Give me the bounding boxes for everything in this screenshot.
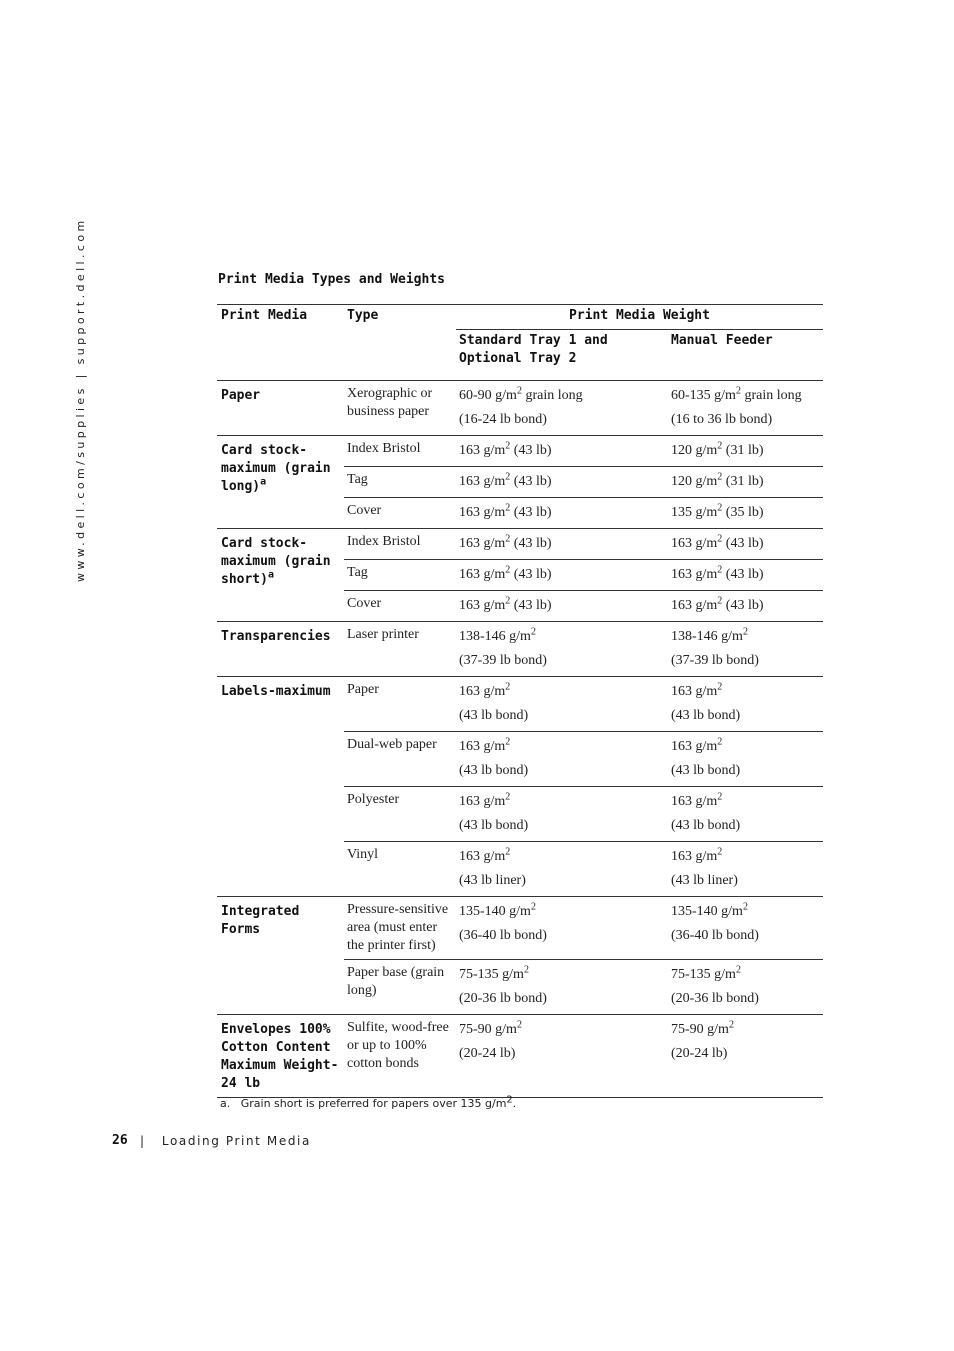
footer-separator: | xyxy=(140,1134,146,1148)
weight-metric xyxy=(671,845,820,869)
weight-value: 138-146 g/m xyxy=(671,629,743,644)
weight-exponent: 2 xyxy=(717,471,723,483)
weight-imperial: (43 lb bond) xyxy=(459,818,529,833)
media-label xyxy=(217,622,344,677)
media-label xyxy=(217,897,344,1015)
footnote-ref: a xyxy=(260,476,267,488)
weight-imperial: (16-24 lb bond) xyxy=(459,412,547,427)
table-row xyxy=(217,677,823,732)
media-type: Xerographic or business paper xyxy=(344,381,456,436)
manual-weight xyxy=(668,960,823,1015)
weight-metric xyxy=(671,501,820,525)
weight-imperial: (36-40 lb bond) xyxy=(671,928,759,943)
media-label-text: Envelopes 100% Cotton Content Maximum Weight- 24 lb xyxy=(221,1022,339,1091)
weight-metric xyxy=(671,1018,820,1042)
footnote xyxy=(220,1094,517,1110)
weight-suffix: (43 lb) xyxy=(510,474,552,489)
weight-exponent: 2 xyxy=(530,901,536,913)
weight-metric xyxy=(459,680,665,704)
weight-value: 163 g/m xyxy=(459,474,506,489)
weight-exponent: 2 xyxy=(735,385,741,397)
weight-exponent: 2 xyxy=(530,626,536,638)
weight-value: 163 g/m xyxy=(459,684,506,699)
weight-imperial: (43 lb bond) xyxy=(459,763,529,778)
weight-value: 163 g/m xyxy=(459,794,506,809)
weight-exponent: 2 xyxy=(742,626,748,638)
weight-metric xyxy=(459,735,665,759)
weight-exponent: 2 xyxy=(505,681,511,693)
weight-metric xyxy=(459,594,665,618)
manual-weight xyxy=(668,1015,823,1098)
weight-value: 163 g/m xyxy=(671,794,718,809)
weight-imperial: (43 lb bond) xyxy=(459,708,529,723)
media-label-text: Card stock-maximum (grain long) xyxy=(221,443,331,494)
weight-exponent: 2 xyxy=(717,736,723,748)
footnote-marker: a. xyxy=(220,1097,231,1110)
weight-value: 163 g/m xyxy=(671,598,718,613)
footnote-text: Grain short is preferred for papers over 135 g/m xyxy=(240,1097,507,1110)
header-standard-tray: Standard Tray 1 and Optional Tray 2 xyxy=(459,333,608,366)
media-label-text: Paper xyxy=(221,388,261,403)
weight-metric xyxy=(459,439,665,463)
weight-exponent: 2 xyxy=(505,564,511,576)
footnote-end: . xyxy=(512,1097,517,1110)
weight-value: 163 g/m xyxy=(459,598,506,613)
header-print-media-weight: Print Media Weight xyxy=(456,305,823,330)
media-type: Pressure-sensitive area (must enter the printer first) xyxy=(344,897,456,960)
media-type: Polyester xyxy=(344,787,456,842)
tray-weight xyxy=(456,529,668,560)
weight-imperial: (20-24 lb) xyxy=(459,1046,516,1061)
weight-suffix: grain long xyxy=(740,388,802,403)
weight-value: 120 g/m xyxy=(671,474,718,489)
weight-exponent: 2 xyxy=(516,385,522,397)
media-label-text: Integrated Forms xyxy=(221,904,300,937)
weight-imperial: (37-39 lb bond) xyxy=(671,653,759,668)
weight-value: 75-90 g/m xyxy=(671,1022,729,1037)
weight-value: 135 g/m xyxy=(671,505,718,520)
media-type: Cover xyxy=(344,591,456,622)
table-row xyxy=(217,1015,823,1098)
weight-metric xyxy=(671,532,820,556)
weight-imperial: (20-24 lb) xyxy=(671,1046,728,1061)
weight-metric xyxy=(459,501,665,525)
weight-metric xyxy=(671,470,820,494)
media-label-text: Transparencies xyxy=(221,629,331,644)
table-title: Print Media Types and Weights xyxy=(218,272,445,287)
weight-exponent: 2 xyxy=(505,502,511,514)
weight-value: 163 g/m xyxy=(459,739,506,754)
header-print-media: Print Media xyxy=(217,305,344,381)
weight-value: 163 g/m xyxy=(459,567,506,582)
weight-exponent: 2 xyxy=(717,440,723,452)
media-type: Index Bristol xyxy=(344,529,456,560)
tray-weight xyxy=(456,622,668,677)
weight-metric xyxy=(671,680,820,704)
weight-imperial: (36-40 lb bond) xyxy=(459,928,547,943)
weight-suffix: (43 lb) xyxy=(510,443,552,458)
tray-weight xyxy=(456,677,668,732)
table-row xyxy=(217,622,823,677)
weight-metric xyxy=(671,563,820,587)
manual-weight xyxy=(668,897,823,960)
weight-metric xyxy=(671,384,820,408)
weight-exponent: 2 xyxy=(717,595,723,607)
weight-value: 135-140 g/m xyxy=(671,904,743,919)
media-type: Paper base (grain long) xyxy=(344,960,456,1015)
tray-weight xyxy=(456,897,668,960)
weight-suffix: (31 lb) xyxy=(722,474,764,489)
footnote-ref: a xyxy=(267,569,274,581)
weight-value: 75-90 g/m xyxy=(459,1022,517,1037)
manual-weight xyxy=(668,529,823,560)
weight-metric xyxy=(459,963,665,987)
weight-exponent: 2 xyxy=(505,533,511,545)
media-label xyxy=(217,529,344,622)
weight-exponent: 2 xyxy=(717,846,723,858)
weight-exponent: 2 xyxy=(523,964,529,976)
weight-metric xyxy=(671,594,820,618)
manual-weight xyxy=(668,732,823,787)
media-type: Sulfite, wood-free or up to 100% cotton bonds xyxy=(344,1015,456,1098)
manual-weight xyxy=(668,622,823,677)
weight-suffix: (31 lb) xyxy=(722,443,764,458)
weight-imperial: (16 to 36 lb bond) xyxy=(671,412,773,427)
weight-imperial: (43 lb bond) xyxy=(671,818,741,833)
weight-suffix: grain long xyxy=(521,388,583,403)
side-url-vertical xyxy=(70,217,94,590)
weight-imperial: (20-36 lb bond) xyxy=(671,991,759,1006)
weight-suffix: (43 lb) xyxy=(722,567,764,582)
weight-exponent: 2 xyxy=(516,1019,522,1031)
weight-value: 60-135 g/m xyxy=(671,388,736,403)
weight-value: 163 g/m xyxy=(671,684,718,699)
manual-weight xyxy=(668,842,823,897)
weight-exponent: 2 xyxy=(505,595,511,607)
manual-weight xyxy=(668,381,823,436)
page-number: 26 xyxy=(112,1133,128,1148)
weight-metric xyxy=(459,532,665,556)
weight-value: 75-135 g/m xyxy=(459,967,524,982)
weight-value: 163 g/m xyxy=(459,505,506,520)
weight-exponent: 2 xyxy=(505,791,511,803)
weight-value: 163 g/m xyxy=(459,849,506,864)
weight-metric xyxy=(671,625,820,649)
weight-suffix: (43 lb) xyxy=(510,505,552,520)
weight-metric xyxy=(671,790,820,814)
media-type: Vinyl xyxy=(344,842,456,897)
manual-weight xyxy=(668,787,823,842)
table-row xyxy=(217,897,823,960)
section-title: Loading Print Media xyxy=(161,1134,311,1148)
media-type: Tag xyxy=(344,560,456,591)
weight-metric xyxy=(459,384,665,408)
weight-metric xyxy=(671,900,820,924)
tray-weight xyxy=(456,960,668,1015)
weight-metric xyxy=(459,790,665,814)
weight-exponent: 2 xyxy=(505,736,511,748)
weight-suffix: (43 lb) xyxy=(510,536,552,551)
table-row xyxy=(217,381,823,436)
section-footer xyxy=(140,1134,311,1148)
media-label-text: Card stock-maximum (grain short) xyxy=(221,536,331,587)
weight-value: 163 g/m xyxy=(671,849,718,864)
tray-weight xyxy=(456,787,668,842)
weight-imperial: (43 lb bond) xyxy=(671,763,741,778)
manual-weight xyxy=(668,467,823,498)
weight-metric xyxy=(459,900,665,924)
weight-exponent: 2 xyxy=(717,564,723,576)
footnote-sup: 2 xyxy=(506,1094,513,1106)
weight-imperial: (20-36 lb bond) xyxy=(459,991,547,1006)
media-label xyxy=(217,436,344,529)
tray-weight xyxy=(456,467,668,498)
media-label xyxy=(217,381,344,436)
media-type: Cover xyxy=(344,498,456,529)
weight-exponent: 2 xyxy=(505,846,511,858)
tray-weight xyxy=(456,591,668,622)
weight-value: 60-90 g/m xyxy=(459,388,517,403)
weight-metric xyxy=(459,563,665,587)
weight-exponent: 2 xyxy=(742,901,748,913)
weight-metric xyxy=(459,1018,665,1042)
header-manual-feeder: Manual Feeder xyxy=(671,333,773,348)
weight-exponent: 2 xyxy=(717,681,723,693)
weight-metric xyxy=(459,625,665,649)
media-type: Index Bristol xyxy=(344,436,456,467)
media-type: Dual-web paper xyxy=(344,732,456,787)
weight-exponent: 2 xyxy=(505,440,511,452)
weight-exponent: 2 xyxy=(728,1019,734,1031)
table-row xyxy=(217,436,823,467)
weight-value: 75-135 g/m xyxy=(671,967,736,982)
media-weights-table xyxy=(217,304,823,1098)
manual-weight xyxy=(668,498,823,529)
weight-exponent: 2 xyxy=(717,533,723,545)
weight-metric xyxy=(671,439,820,463)
weight-exponent: 2 xyxy=(717,791,723,803)
weight-suffix: (43 lb) xyxy=(722,598,764,613)
media-type: Paper xyxy=(344,677,456,732)
weight-metric xyxy=(459,845,665,869)
manual-weight xyxy=(668,677,823,732)
tray-weight xyxy=(456,732,668,787)
weight-exponent: 2 xyxy=(505,471,511,483)
tray-weight xyxy=(456,498,668,529)
weight-metric xyxy=(459,470,665,494)
table-row xyxy=(217,529,823,560)
tray-weight xyxy=(456,1015,668,1098)
weight-value: 138-146 g/m xyxy=(459,629,531,644)
weight-suffix: (43 lb) xyxy=(510,598,552,613)
table-body xyxy=(217,381,823,1098)
weight-value: 163 g/m xyxy=(459,536,506,551)
weight-suffix: (35 lb) xyxy=(722,505,764,520)
weight-value: 135-140 g/m xyxy=(459,904,531,919)
tray-weight xyxy=(456,560,668,591)
weight-suffix: (43 lb) xyxy=(722,536,764,551)
media-label xyxy=(217,1015,344,1098)
weight-imperial: (37-39 lb bond) xyxy=(459,653,547,668)
media-type: Tag xyxy=(344,467,456,498)
weight-imperial: (43 lb bond) xyxy=(671,708,741,723)
weight-exponent: 2 xyxy=(735,964,741,976)
header-type: Type xyxy=(344,305,456,381)
side-url-text: www.dell.com/supplies | support.dell.com xyxy=(74,217,87,582)
weight-suffix: (43 lb) xyxy=(510,567,552,582)
manual-weight xyxy=(668,436,823,467)
weight-metric xyxy=(671,963,820,987)
weight-metric xyxy=(671,735,820,759)
tray-weight xyxy=(456,436,668,467)
tray-weight xyxy=(456,381,668,436)
media-label-text: Labels-maximum xyxy=(221,684,331,699)
manual-weight xyxy=(668,560,823,591)
manual-weight xyxy=(668,591,823,622)
weight-value: 163 g/m xyxy=(459,443,506,458)
media-type: Laser printer xyxy=(344,622,456,677)
weight-value: 163 g/m xyxy=(671,567,718,582)
weight-value: 163 g/m xyxy=(671,739,718,754)
tray-weight xyxy=(456,842,668,897)
weight-imperial: (43 lb liner) xyxy=(671,873,738,888)
weight-exponent: 2 xyxy=(717,502,723,514)
weight-value: 163 g/m xyxy=(671,536,718,551)
media-label xyxy=(217,677,344,897)
weight-value: 120 g/m xyxy=(671,443,718,458)
weight-imperial: (43 lb liner) xyxy=(459,873,526,888)
